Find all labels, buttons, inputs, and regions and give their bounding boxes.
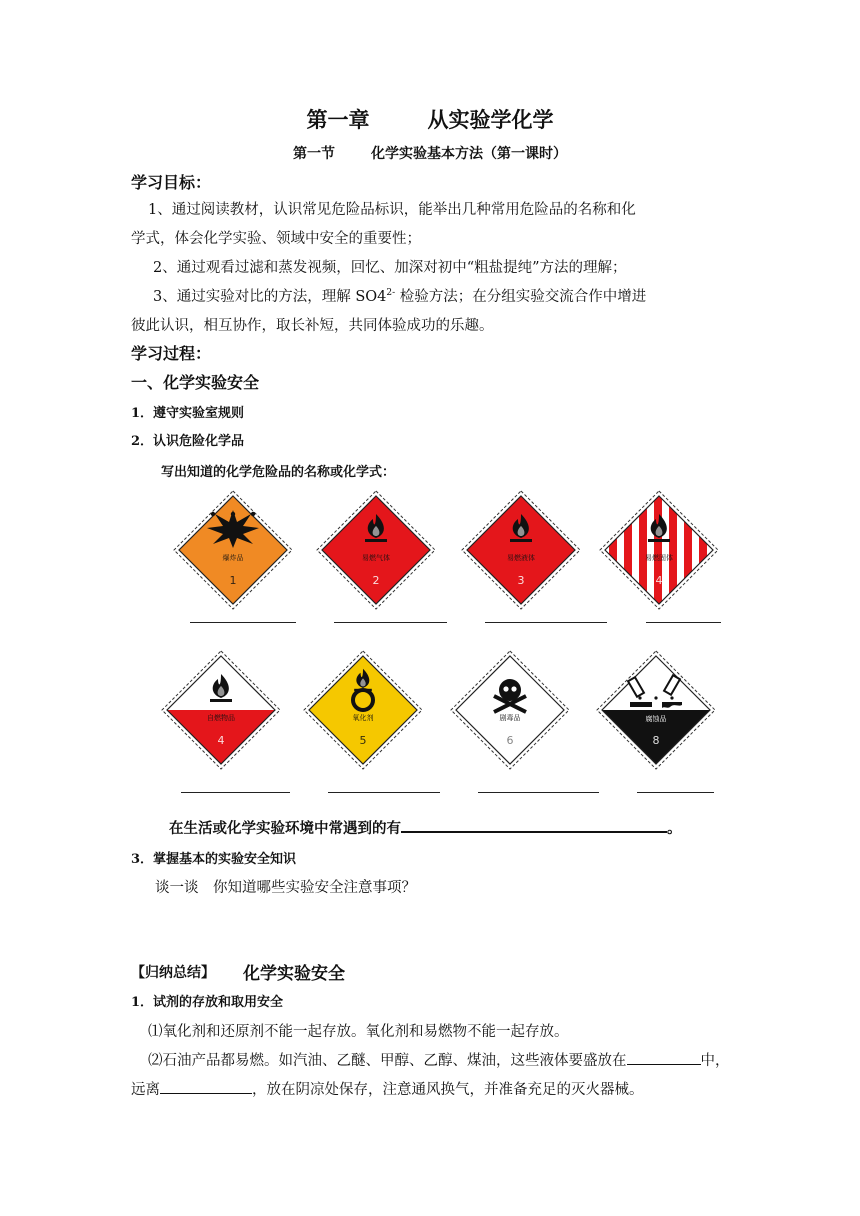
answer-line-1[interactable] (190, 622, 296, 623)
answer-line-8[interactable] (637, 792, 714, 793)
signs-prompt: 写出知道的化学危险品的名称或化学式： (161, 465, 396, 480)
hazard-sign-1 (173, 490, 293, 610)
chapter-name: 从实验学化学 (427, 108, 554, 132)
goals-heading: 学习目标： (131, 173, 212, 192)
summary-p3 (131, 1078, 644, 1099)
goal-3-pre: 3、通过实验对比的方法，理解 SO (153, 289, 378, 305)
answer-line-3[interactable] (485, 622, 607, 623)
goal-3-sup: 2- (386, 288, 396, 299)
sign-class-number: 4 (217, 734, 225, 747)
summary-p2-b: 中， (700, 1053, 730, 1069)
summary-p3-b: ，放在阴凉处保存，注意通风换气，并准备充足的灭火器械。 (252, 1082, 644, 1098)
common-hazards-line (169, 817, 682, 838)
answer-line-2[interactable] (334, 622, 447, 623)
keep-away-blank[interactable] (160, 1079, 252, 1094)
sign-label: 氧化剂 (352, 714, 374, 722)
sign-class-number: 4 (655, 574, 663, 587)
common-hazards-end: 。 (667, 821, 682, 837)
summary-p3-a: 远离 (131, 1082, 160, 1098)
goal-2: 2、通过观看过滤和蒸发视频，回忆、加深对初中“粗盐提纯”方法的理解； (153, 260, 627, 276)
part1-step2: 2．认识危险化学品 (131, 434, 245, 449)
common-hazards-blank[interactable] (401, 817, 667, 833)
section-prefix: 第一节 (293, 146, 335, 162)
sign-class-number: 1 (229, 574, 237, 587)
talk-prompt: 谈一谈 你知道哪些实验安全注意事项？ (155, 880, 416, 896)
summary-p1: ⑴氧化剂和还原剂不能一起存放。氧化剂和易燃物不能一起存放。 (148, 1024, 569, 1040)
section-name: 化学实验基本方法（第一课时） (371, 146, 567, 162)
sign-label: 自燃物品 (207, 714, 235, 722)
sign-label: 剧毒品 (499, 714, 521, 722)
sign-class-number: 6 (506, 734, 514, 747)
container-blank[interactable] (627, 1050, 701, 1065)
sign-class-number: 8 (652, 734, 660, 747)
section-title (0, 143, 860, 163)
hazard-sign-3 (461, 490, 581, 610)
goal-3-line2: 彼此认识，相互协作，取长补短，共同体验成功的乐趣。 (131, 318, 494, 334)
summary-step1: 1．试剂的存放和取用安全 (131, 995, 284, 1010)
sign-label: 腐蚀品 (645, 715, 667, 723)
sign-class-number: 5 (359, 734, 367, 747)
hazard-sign-4 (599, 490, 719, 610)
goal-1-line2: 学式，体会化学实验、领域中安全的重要性； (131, 231, 421, 247)
sign-label: 易燃固体 (645, 554, 673, 562)
hazard-sign-7 (450, 650, 570, 770)
answer-line-5[interactable] (181, 792, 290, 793)
hazard-sign-5 (161, 650, 281, 770)
goal-3-line1 (153, 285, 646, 306)
hazard-sign-6 (303, 650, 423, 770)
summary-p2-a: ⑵石油产品都易燃。如汽油、乙醚、甲醇、乙醇、煤油，这些液体要盛放在 (148, 1053, 627, 1069)
summary-tag: 【归纳总结】 (131, 965, 215, 981)
sign-class-number: 2 (372, 574, 380, 587)
goal-3-sub: 4 (377, 289, 387, 305)
answer-line-4[interactable] (646, 622, 721, 623)
sign-label: 爆炸品 (222, 554, 244, 562)
answer-line-6[interactable] (328, 792, 440, 793)
part1-heading: 一、化学实验安全 (131, 373, 260, 392)
goal-3-post: 检验方法；在分组实验交流合作中增进 (395, 289, 647, 305)
chapter-prefix: 第一章 (306, 108, 370, 132)
part1-step1: 1．遵守实验室规则 (131, 406, 245, 421)
sign-class-number: 3 (517, 574, 525, 587)
summary-p2 (148, 1049, 730, 1070)
process-heading: 学习过程： (131, 344, 212, 363)
summary-title: 化学实验安全 (243, 964, 345, 984)
common-hazards-label: 在生活或化学实验环境中常遇到的有 (169, 821, 401, 837)
answer-line-7[interactable] (478, 792, 599, 793)
hazard-sign-2 (316, 490, 436, 610)
hazard-sign-8 (596, 650, 716, 770)
sign-label: 易燃液体 (507, 554, 535, 562)
goal-1-line1: 1、通过阅读教材，认识常见危险品标识，能举出几种常用危险品的名称和化 (148, 202, 636, 218)
sign-label: 易燃气体 (362, 554, 390, 562)
part1-step3: 3．掌握基本的实验安全知识 (131, 852, 297, 867)
chapter-title (0, 104, 860, 134)
